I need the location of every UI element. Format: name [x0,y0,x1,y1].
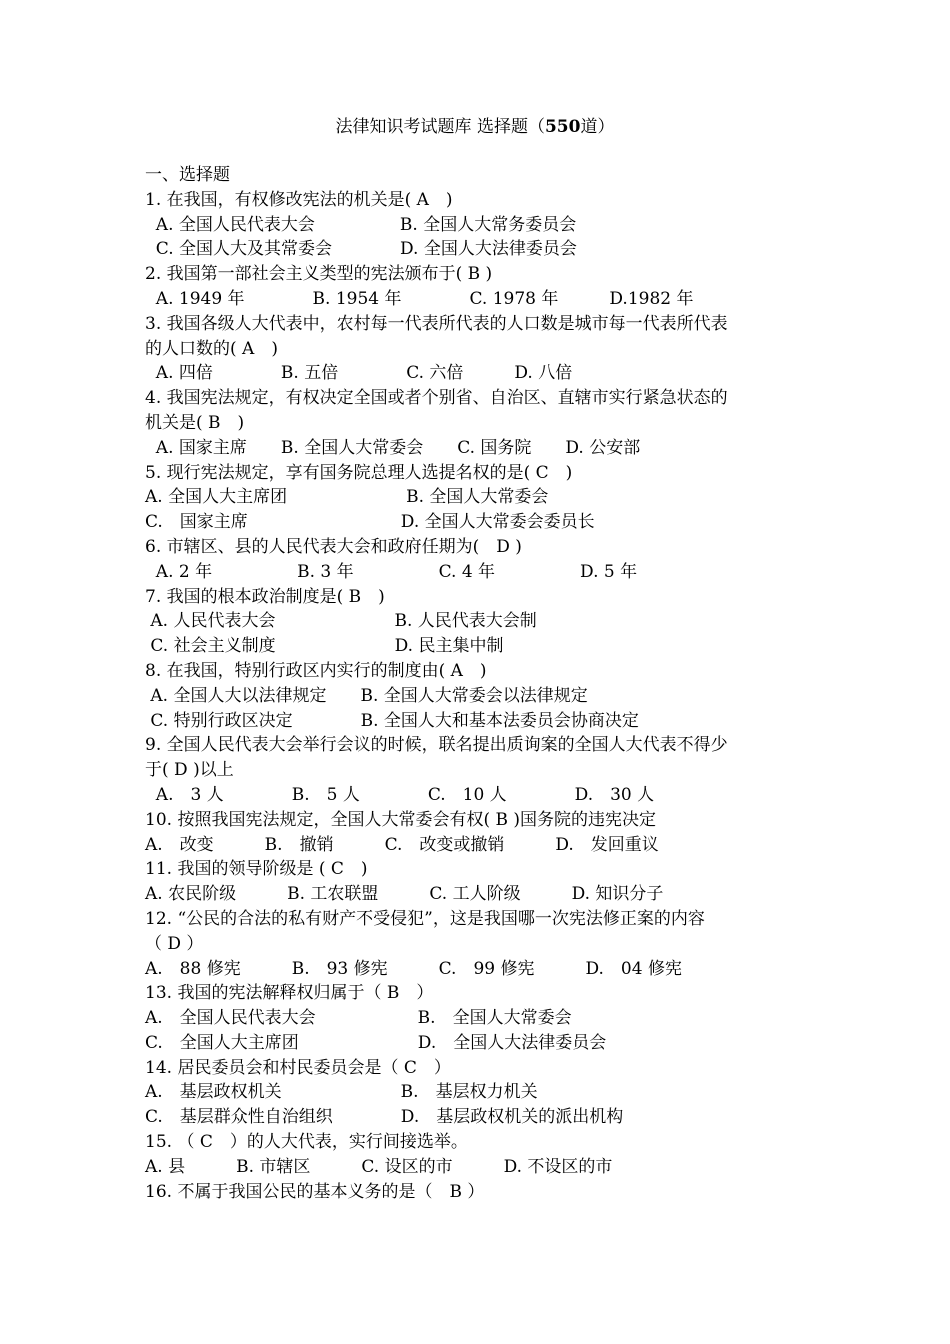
options-line: A. 基层政权机关 B. 基层权力机关 [145,1082,538,1103]
question-line: 1. 在我国，有权修改宪法的机关是( A ) [145,189,453,210]
title-prefix: 法律知识考试题库 选择题（ [335,117,545,137]
question-line: 8. 在我国，特别行政区内实行的制度由( A ) [145,660,487,681]
question-line: 11. 我国的领导阶级是 ( C ) [145,859,368,880]
options-line: A. 四倍 B. 五倍 C. 六倍 D. 八倍 [145,363,573,384]
options-line: A. 全国人民代表大会 B. 全国人大常委会 [145,1008,572,1029]
question-line: 于( D )以上 [145,760,234,781]
question-line: 3. 我国各级人大代表中，农村每一代表所代表的人口数是城市每一代表所代表 [145,313,728,334]
title-suffix: 道） [580,117,615,137]
document-title [0,115,950,139]
question-line: 4. 我国宪法规定，有权决定全国或者个别省、自治区、直辖市实行紧急状态的 [145,388,728,409]
title-count: 550 [544,117,581,137]
options-line: A. 国家主席 B. 全国人大常委会 C. 国务院 D. 公安部 [145,437,641,458]
question-list [145,163,815,1204]
section-heading: 一、选择题 [145,165,230,185]
question-line: 15. （ C ）的人大代表，实行间接选举。 [145,1132,468,1153]
options-line: A. 3 人 B. 5 人 C. 10 人 D. 30 人 [145,784,655,805]
options-line: A. 农民阶级 B. 工农联盟 C. 工人阶级 D. 知识分子 [145,884,664,905]
question-line: 16. 不属于我国公民的基本义务的是（ B ） [145,1181,485,1202]
options-line: C. 基层群众性自治组织 D. 基层政权机关的派出机构 [145,1107,624,1128]
options-line: C. 国家主席 D. 全国人大常委会委员长 [145,512,595,533]
options-line: C. 特别行政区决定 B. 全国人大和基本法委员会协商决定 [145,710,639,731]
question-line: 7. 我国的根本政治制度是( B ) [145,586,385,607]
question-line: 5. 现行宪法规定，享有国务院总理人选提名权的是( C ) [145,462,573,483]
options-line: A. 人民代表大会 B. 人民代表大会制 [145,611,537,632]
question-line: 机关是( B ) [145,412,245,433]
options-line: A. 县 B. 市辖区 C. 设区的市 D. 不设区的市 [145,1156,613,1177]
options-line: A. 全国人民代表大会 B. 全国人大常务委员会 [145,214,577,235]
options-line: A. 全国人大以法律规定 B. 全国人大常委会以法律规定 [145,685,588,706]
options-line: C. 社会主义制度 D. 民主集中制 [145,636,504,657]
options-line: A. 全国人大主席团 B. 全国人大常委会 [145,487,549,508]
options-line: A. 1949 年 B. 1954 年 C. 1978 年 D.1982 年 [145,288,694,309]
question-line: 12. “公民的合法的私有财产不受侵犯”，这是我国哪一次宪法修正案的内容 [145,908,705,929]
question-line: 的人口数的( A ) [145,338,278,359]
question-line: 9. 全国人民代表大会举行会议的时候，联名提出质询案的全国人大代表不得少 [145,735,728,756]
options-line: A. 88 修宪 B. 93 修宪 C. 99 修宪 D. 04 修宪 [145,958,682,979]
question-line: 2. 我国第一部社会主义类型的宪法颁布于( B ) [145,264,493,285]
question-line: 14. 居民委员会和村民委员会是（ C ） [145,1057,451,1078]
question-line: 13. 我国的宪法解释权归属于（ B ） [145,983,434,1004]
question-line: 6. 市辖区、县的人民代表大会和政府任期为( D ) [145,536,522,557]
options-line: A. 改变 B. 撤销 C. 改变或撤销 D. 发回重议 [145,834,659,855]
question-line: 10. 按照我国宪法规定，全国人大常委会有权( B )国务院的违宪决定 [145,809,657,830]
question-line: （ D ） [145,933,204,954]
options-line: C. 全国人大及其常委会 D. 全国人大法律委员会 [145,239,577,260]
options-line: C. 全国人大主席团 D. 全国人大法律委员会 [145,1032,607,1053]
options-line: A. 2 年 B. 3 年 C. 4 年 D. 5 年 [145,561,638,582]
